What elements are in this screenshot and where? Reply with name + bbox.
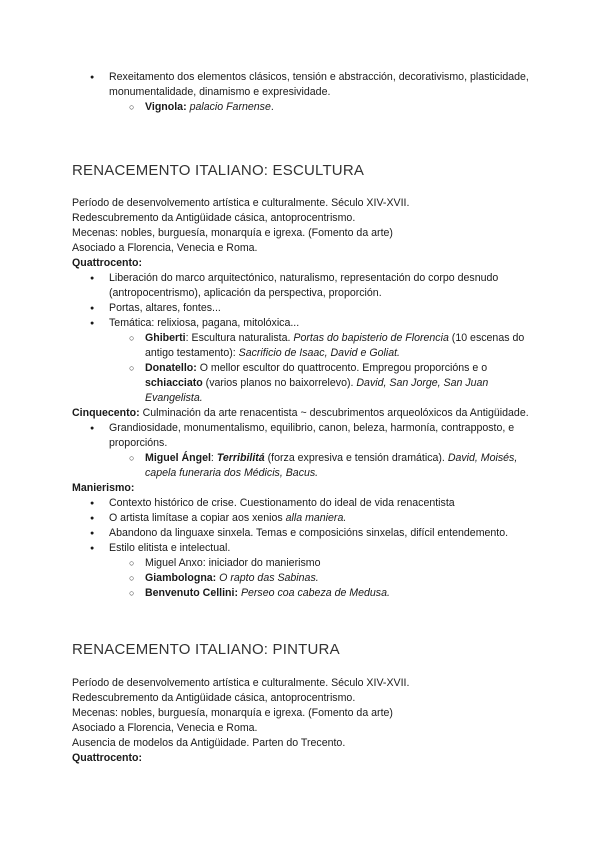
section-heading-pintura: RENACEMENTO ITALIANO: PINTURA xyxy=(72,641,340,658)
list-item-ghiberti: ○ Ghiberti: Escultura naturalista. Portas do bapisterio de Florencia (10 escenas do antigo testamento): Sacrificio de Isaac, David e Goliat. xyxy=(72,331,532,361)
intro-line: Mecenas: nobles, burguesía, monarquía e igrexa. (Fomento da arte) xyxy=(72,707,393,719)
list-item: ● Rexeitamento dos elementos clásicos, tensión e abstracción, decorativismo, plasticidade, monumentalidade, dinamismo e expresividade. xyxy=(72,70,532,100)
escultura-heading-block xyxy=(72,162,532,180)
list-item: ○ Giambologna: O rapto das Sabinas. xyxy=(72,571,532,586)
intro-line: Mecenas: nobles, burguesía, monarquía e igrexa. (Fomento da arte) xyxy=(72,227,393,239)
intro-line: Período de desenvolvemento artística e culturalmente. Século XIV-XVII. xyxy=(72,197,410,209)
intro-line: Asociado a Florencia, Venecia e Roma. xyxy=(72,722,258,734)
list-item: ● Temática: relixiosa, pagana, mitolóxica... xyxy=(72,316,532,331)
list-item: ○ Vignola: palacio Farnense. xyxy=(72,100,532,115)
intro-line: Redescubremento da Antigüidade cásica, antoprocentrismo. xyxy=(72,212,356,224)
escultura-body xyxy=(72,196,532,601)
cinquecento-line: Cinquecento: Culminación da arte renacentista ~ descubrimentos arqueolóxicos da Antigüidade. xyxy=(72,407,529,419)
list-item-donatello: ○ Donatello: O mellor escultor do quattrocento. Empregou proporcións e o schiacciato (varios planos no baixorrelevo). David, San Jorge, San Juan Evangelista. xyxy=(72,361,532,406)
quattrocento-heading: Quattrocento: xyxy=(72,257,143,269)
sub-label: Vignola: xyxy=(145,101,187,113)
top-section xyxy=(72,70,532,115)
list-item-miguel-angel: ○ Miguel Ángel: Terribilitá (forza expresiva e tensión dramática). David, Moisés, capela funeraria dos Médicis, Bacus. xyxy=(72,451,532,481)
manierismo-heading: Manierismo: xyxy=(72,482,135,494)
list-item: ● Abandono da linguaxe sinxela. Temas e composicións sinxelas, difícil entendemento. xyxy=(72,526,532,541)
quattrocento-heading: Quattrocento: xyxy=(72,752,143,764)
section-heading-escultura: RENACEMENTO ITALIANO: ESCULTURA xyxy=(72,162,365,179)
list-item: ● Contexto histórico de crise. Cuestionamento do ideal de vida renacentista xyxy=(72,496,532,511)
list-item: ○ Miguel Anxo: iniciador do manierismo xyxy=(72,556,532,571)
pintura-body xyxy=(72,676,532,766)
list-item: ● Liberación do marco arquitectónico, naturalismo, representación do corpo desnudo (antropocentrismo), aplicación da perspectiva, proporción. xyxy=(72,271,532,301)
list-item: ● O artista limítase a copiar aos xenios alla maniera. xyxy=(72,511,532,526)
intro-line: Asociado a Florencia, Venecia e Roma. xyxy=(72,242,258,254)
pintura-heading-block xyxy=(72,641,532,659)
list-item: ● Estilo elitista e intelectual. xyxy=(72,541,532,556)
intro-line: Período de desenvolvemento artística e culturalmente. Século XIV-XVII. xyxy=(72,677,410,689)
list-item: ○ Benvenuto Cellini: Perseo coa cabeza de Medusa. xyxy=(72,586,532,601)
intro-line: Redescubremento da Antigüidade cásica, antoprocentrismo. xyxy=(72,692,356,704)
list-item: ● Portas, altares, fontes... xyxy=(72,301,532,316)
list-item: ● Grandiosidade, monumentalismo, equilibrio, canon, beleza, harmonía, contrapposto, e proporcións. xyxy=(72,421,532,451)
intro-line: Ausencia de modelos da Antigüidade. Parten do Trecento. xyxy=(72,737,346,749)
